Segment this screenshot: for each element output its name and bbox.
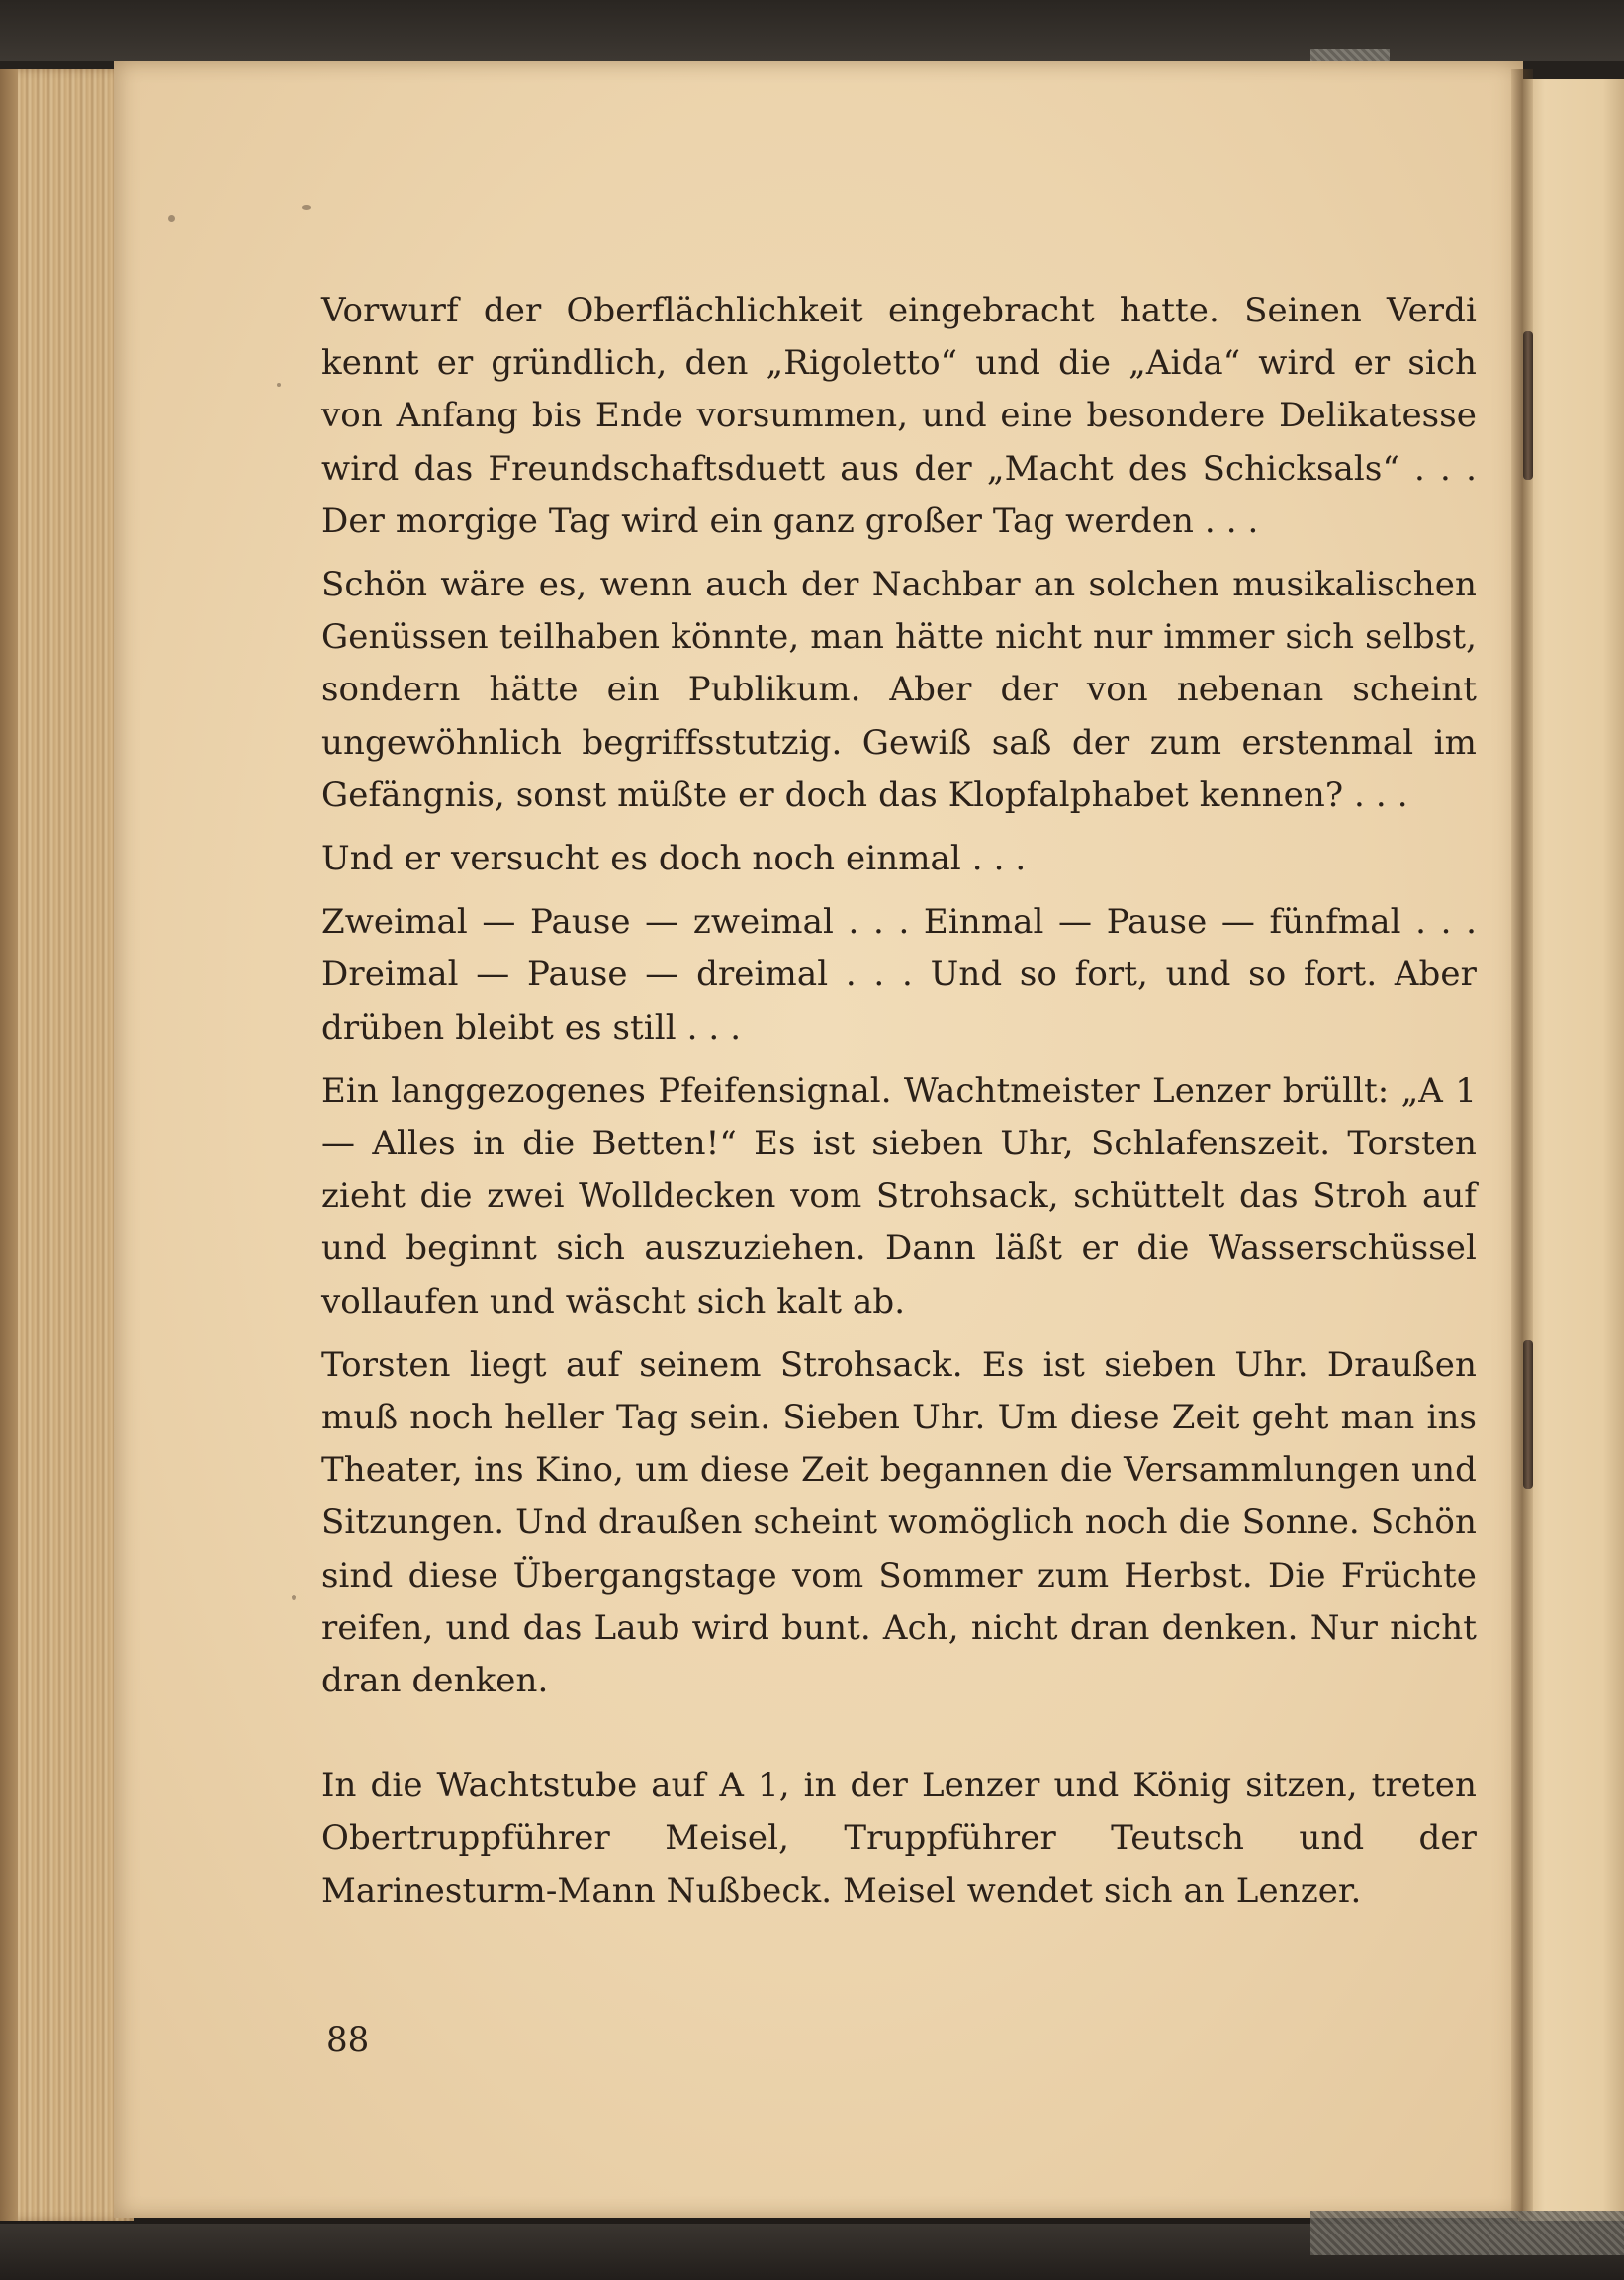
paragraph-verdi: Vorwurf der Oberflächlichkeit eingebracht hatte. Seinen Verdi kennt er gründlich, den „Rigoletto“ und die „Aida“ wird er sich von Anfang bis Ende vorsummen, und eine besondere Delikatesse wird das Freundschaftsduett aus der „Macht des Schicksals“ . . . Der morgige Tag wird ein ganz großer Tag werden . . . <box>321 291 1477 541</box>
paragraph-versucht: Und er versucht es doch noch einmal . . . <box>321 839 1027 879</box>
paragraph-wachtstube: In die Wachtstube auf A 1, in der Lenzer und König sitzen, treten Obertruppführer Meisel, Truppführer Teutsch und der Marinesturm-Mann Nußbeck. Meisel wendet sich an Lenzer. <box>321 1766 1477 1911</box>
book-page <box>114 61 1523 2218</box>
page-text-block <box>321 285 1477 1929</box>
section-break <box>321 1718 1477 1760</box>
book-spine-edge <box>0 69 18 2221</box>
paragraph-strohsack: Torsten liegt auf seinem Strohsack. Es ist sieben Uhr. Draußen muß noch heller Tag sein. Sieben Uhr. Um diese Zeit geht man ins Theater, ins Kino, um diese Zeit begannen die Versammlungen und Sitzungen. Und draußen scheint womöglich noch die Sonne. Schön sind diese Übergangstage vom Sommer zum Herbst. Die Früchte reifen, und das Laub wird bunt. Ach, nicht dran denken. Nur nicht dran denken. <box>321 1344 1477 1701</box>
paper-speck <box>168 215 175 222</box>
page-number: 88 <box>326 2020 370 2059</box>
paragraph-nachbar: Schön wäre es, wenn auch der Nachbar an solchen musikalischen Genüssen teilhaben könnte, man hätte nicht nur immer sich selbst, sondern hätte ein Publikum. Aber der von nebenan scheint ungewöhnlich begriffsstutzig. Gewiß saß der zum erstenmal im Gefängnis, sonst müßte er doch das Klopfalphabet kennen? . . . <box>321 565 1477 815</box>
paper-speck <box>277 383 281 387</box>
binding-strap-lower <box>1523 1340 1533 1489</box>
binding-strap-upper <box>1523 331 1533 480</box>
binding-cloth-bottom <box>1310 2211 1624 2255</box>
paper-speck <box>292 1595 296 1600</box>
paragraph-pfeifensignal: Ein langgezogenes Pfeifensignal. Wachtmeister Lenzer brüllt: „A 1 — Alles in die Betten!“ Es ist sieben Uhr, Schlafenszeit. Torsten zieht die zwei Wolldecken vom Strohsack, schüttelt das Stroh auf und beginnt sich auszuziehen. Dann läßt er die Wasserschüssel vollaufen und wäscht sich kalt ab. <box>321 1070 1477 1322</box>
paper-speck <box>302 205 311 210</box>
adjacent-page-right <box>1518 79 1624 2221</box>
paragraph-klopfen: Zweimal — Pause — zweimal . . . Einmal — Pause — fünfmal . . . Dreimal — Pause — dreimal . . . Und so fort, und so fort. Aber drüben bleibt es still . . . <box>321 902 1477 1048</box>
